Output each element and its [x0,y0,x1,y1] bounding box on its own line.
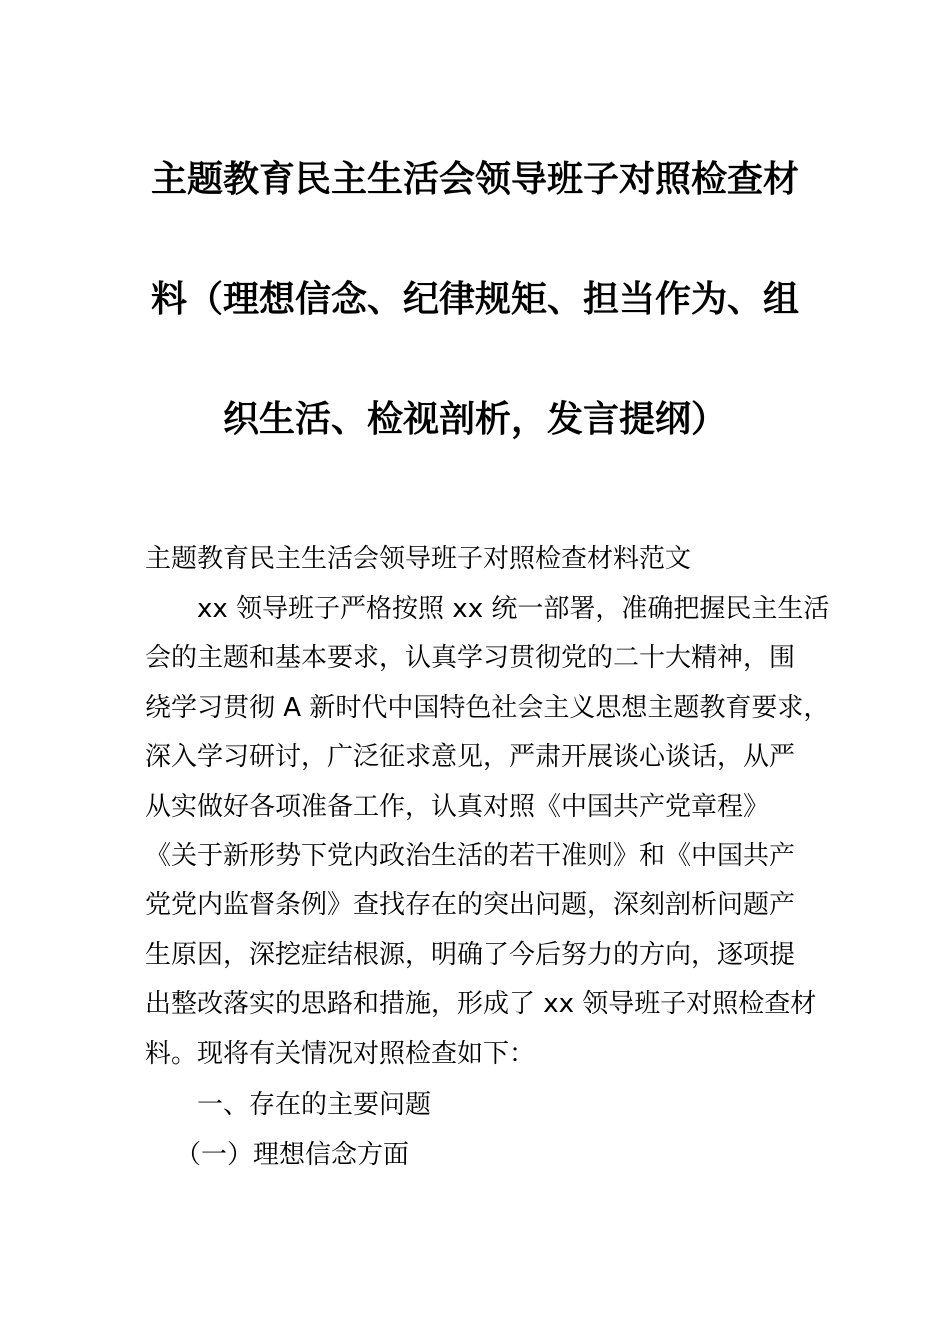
paragraph-line: 深入学习研讨，广泛征求意见，严肃开展谈心谈话，从严 [145,742,796,773]
subsection-heading: （一）理想信念方面 [175,1140,410,1170]
paragraph-line: 生原因，深挖症结根源，明确了今后努力的方向，逐项提 [145,939,796,970]
document-title-line-2: 料（理想信念、纪律规矩、担当作为、组 [150,279,799,320]
paragraph-line: 会的主题和基本要求，认真学习贯彻党的二十大精神，围 [145,643,796,674]
paragraph-line: xx 领导班子严格按照 xx 统一部署，准确把握民主生活 [197,594,830,624]
document-title-line-1: 主题教育民主生活会领导班子对照检查材 [150,159,799,200]
section-heading: 一、存在的主要问题 [197,1090,432,1120]
document-title-line-3: 织生活、检视剖析，发言提纲） [222,399,727,440]
intro-paragraph [145,585,835,1079]
paragraph-line: 绕学习贯彻 A 新时代中国特色社会主义思想主题教育要求， [145,692,830,723]
paragraph-line: 出整改落实的思路和措施，形成了 xx 领导班子对照检查材 [145,989,817,1020]
document-subtitle: 主题教育民主生活会领导班子对照检查材料范文 [145,544,692,574]
paragraph-line: 料。现将有关情况对照检查如下： [145,1038,536,1069]
paragraph-line: 党党内监督条例》查找存在的突出问题，深刻剖析问题产 [145,890,796,921]
paragraph-line: 《关于新形势下党内政治生活的若干准则》和《中国共产 [145,840,796,871]
paragraph-line: 从实做好各项准备工作，认真对照《中国共产党章程》 [145,791,770,822]
